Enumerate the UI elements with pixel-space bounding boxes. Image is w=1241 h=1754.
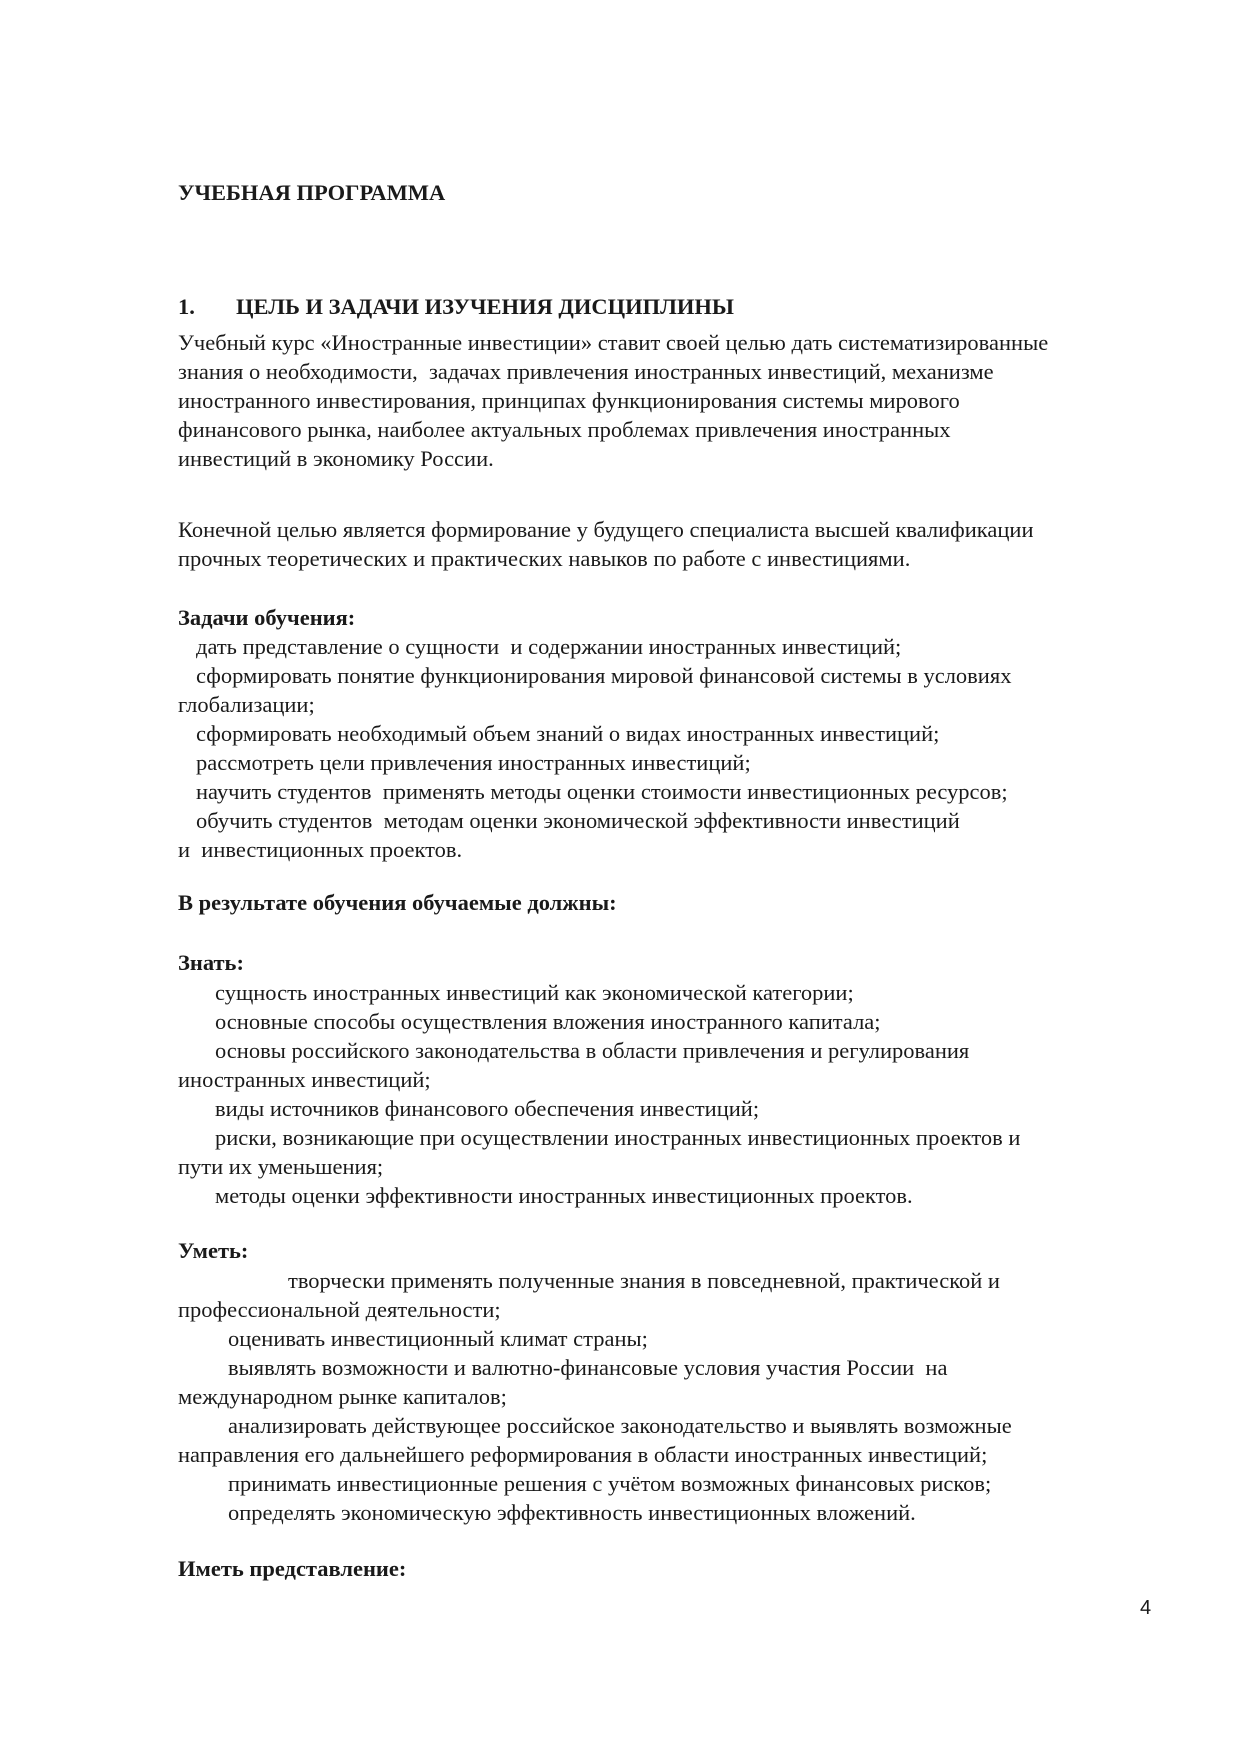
list-item: основные способы осуществления вложения иностранного капитала; bbox=[215, 1009, 881, 1034]
list-item: анализировать действующее российское законодательство и выявлять возможные bbox=[228, 1413, 1012, 1438]
list-item: виды источников финансового обеспечения инвестиций; bbox=[215, 1096, 760, 1121]
list-item-continuation: международном рынке капиталов; bbox=[178, 1384, 507, 1409]
list-item: определять экономическую эффективность инвестиционных вложений. bbox=[228, 1500, 916, 1525]
list-item: рассмотреть цели привлечения иностранных инвестиций; bbox=[196, 750, 751, 775]
list-item: сформировать необходимый объем знаний о видах иностранных инвестиций; bbox=[196, 721, 940, 746]
list-item-continuation: и инвестиционных проектов. bbox=[178, 837, 463, 862]
text-line: знания о необходимости, задачах привлечения иностранных инвестиций, механизме bbox=[178, 359, 994, 384]
list-item: обучить студентов методам оценки экономической эффективности инвестиций bbox=[196, 808, 960, 833]
tasks-list bbox=[178, 632, 1158, 864]
list-item: оценивать инвестиционный климат страны; bbox=[228, 1326, 648, 1351]
text-line: Конечной целью является формирование у будущего специалиста высшей квалификации bbox=[178, 517, 1034, 542]
list-item: основы российского законодательства в области привлечения и регулирования bbox=[215, 1038, 970, 1063]
text-line: инвестиций в экономику России. bbox=[178, 446, 494, 471]
list-item-continuation: глобализации; bbox=[178, 692, 315, 717]
text-line: прочных теоретических и практических навыков по работе с инвестициями. bbox=[178, 546, 911, 571]
list-item: методы оценки эффективности иностранных инвестиционных проектов. bbox=[215, 1183, 913, 1208]
list-item: дать представление о сущности и содержании иностранных инвестиций; bbox=[196, 634, 902, 659]
section-number: 1. bbox=[178, 294, 195, 319]
goal-paragraph bbox=[178, 515, 1158, 573]
idea-heading: Иметь представление: bbox=[178, 1556, 407, 1581]
intro-paragraph bbox=[178, 328, 1158, 473]
document-title: УЧЕБНАЯ ПРОГРАММА bbox=[178, 180, 446, 205]
can-heading: Уметь: bbox=[178, 1238, 249, 1263]
text-line: иностранного инвестирования, принципах функционирования системы мирового bbox=[178, 388, 960, 413]
can-list bbox=[178, 1266, 1158, 1527]
list-item: научить студентов применять методы оценки стоимости инвестиционных ресурсов; bbox=[196, 779, 1008, 804]
list-item-continuation: направления его дальнейшего реформирования в области иностранных инвестиций; bbox=[178, 1442, 988, 1467]
list-item-continuation: профессиональной деятельности; bbox=[178, 1297, 501, 1322]
section-title: ЦЕЛЬ И ЗАДАЧИ ИЗУЧЕНИЯ ДИСЦИПЛИНЫ bbox=[236, 294, 734, 319]
list-item-continuation: иностранных инвестиций; bbox=[178, 1067, 431, 1092]
list-item: сформировать понятие функционирования мировой финансовой системы в условиях bbox=[196, 663, 1012, 688]
tasks-heading: Задачи обучения: bbox=[178, 605, 356, 630]
page-number: 4 bbox=[1140, 1597, 1152, 1619]
list-item-continuation: пути их уменьшения; bbox=[178, 1154, 384, 1179]
list-item: сущность иностранных инвестиций как экономической категории; bbox=[215, 980, 854, 1005]
list-item: творчески применять полученные знания в повседневной, практической и bbox=[288, 1268, 1000, 1293]
section-heading bbox=[178, 294, 734, 320]
list-item: принимать инвестиционные решения с учётом возможных финансовых рисков; bbox=[228, 1471, 992, 1496]
list-item: выявлять возможности и валютно-финансовые условия участия России на bbox=[228, 1355, 948, 1380]
list-item: риски, возникающие при осуществлении иностранных инвестиционных проектов и bbox=[215, 1125, 1021, 1150]
know-heading: Знать: bbox=[178, 950, 244, 975]
text-line: Учебный курс «Иностранные инвестиции» ставит своей целью дать систематизированные bbox=[178, 330, 1049, 355]
text-line: финансового рынка, наиболее актуальных проблемах привлечения иностранных bbox=[178, 417, 951, 442]
results-heading: В результате обучения обучаемые должны: bbox=[178, 890, 617, 915]
know-list bbox=[178, 978, 1158, 1210]
